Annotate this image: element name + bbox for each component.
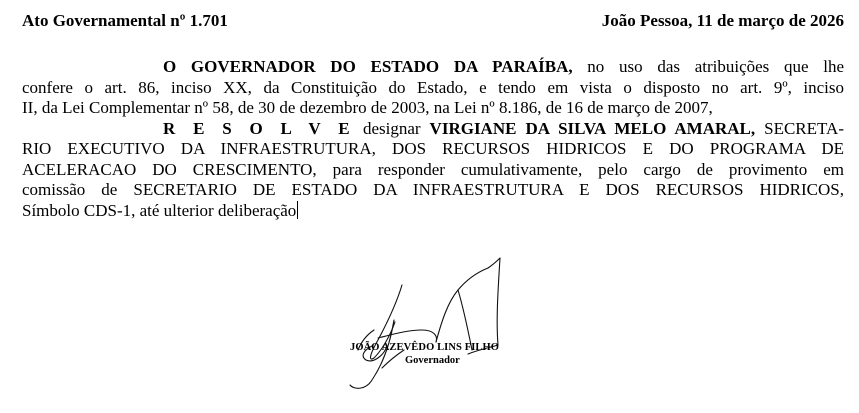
text-cursor <box>297 201 298 219</box>
body-line-4 <box>22 119 844 140</box>
signatory-role: Governador <box>405 355 460 366</box>
body-line-7: comissão de SECRETARIO DE ESTADO DA INFRAESTRUTURA E DOS RECURSOS HIDRICOS, <box>22 180 844 199</box>
body-line-8[interactable] <box>22 201 844 222</box>
document-header <box>22 11 844 33</box>
body-line-5: RIO EXECUTIVO DA INFRAESTRUTURA, DOS RECURSOS HIDRICOS E DO PROGRAMA DE <box>22 139 844 158</box>
body-line-1 <box>22 57 844 78</box>
signatory-name: JOÃO AZEVÊDO LINS FILHO <box>350 342 500 353</box>
body-line-1-rest: no uso das atribuições que lhe <box>572 57 844 76</box>
act-body <box>22 57 844 221</box>
governor-heading: O GOVERNADOR DO ESTADO DA PARAÍBA, <box>163 57 573 76</box>
body-line-3: II, da Lei Complementar nº 58, de 30 de dezembro de 2003, na Lei nº 8.186, de 16 de março de 2007, <box>22 98 713 117</box>
act-title: Ato Governamental nº 1.701 <box>22 11 228 30</box>
resolve-keyword: R E S O L V E <box>163 118 354 138</box>
body-line-2: confere o art. 86, inciso XX, da Constituição do Estado, e tendo em vista o disposto no art. 9º, inciso <box>22 77 844 97</box>
designar-text: designar <box>353 118 430 138</box>
place-and-date: João Pessoa, 11 de março de 2026 <box>601 11 844 30</box>
handwritten-signature <box>338 250 538 395</box>
appointee-name: VIRGIANE DA SILVA MELO AMARAL, <box>429 118 756 138</box>
body-line-8-text: Símbolo CDS-1, até ulterior deliberação <box>22 200 297 220</box>
body-line-6: ACELERACAO DO CRESCIMENTO, para responder cumulativamente, pelo cargo de provimento em <box>22 159 844 179</box>
body-line-4-rest: SECRETA- <box>755 118 844 138</box>
